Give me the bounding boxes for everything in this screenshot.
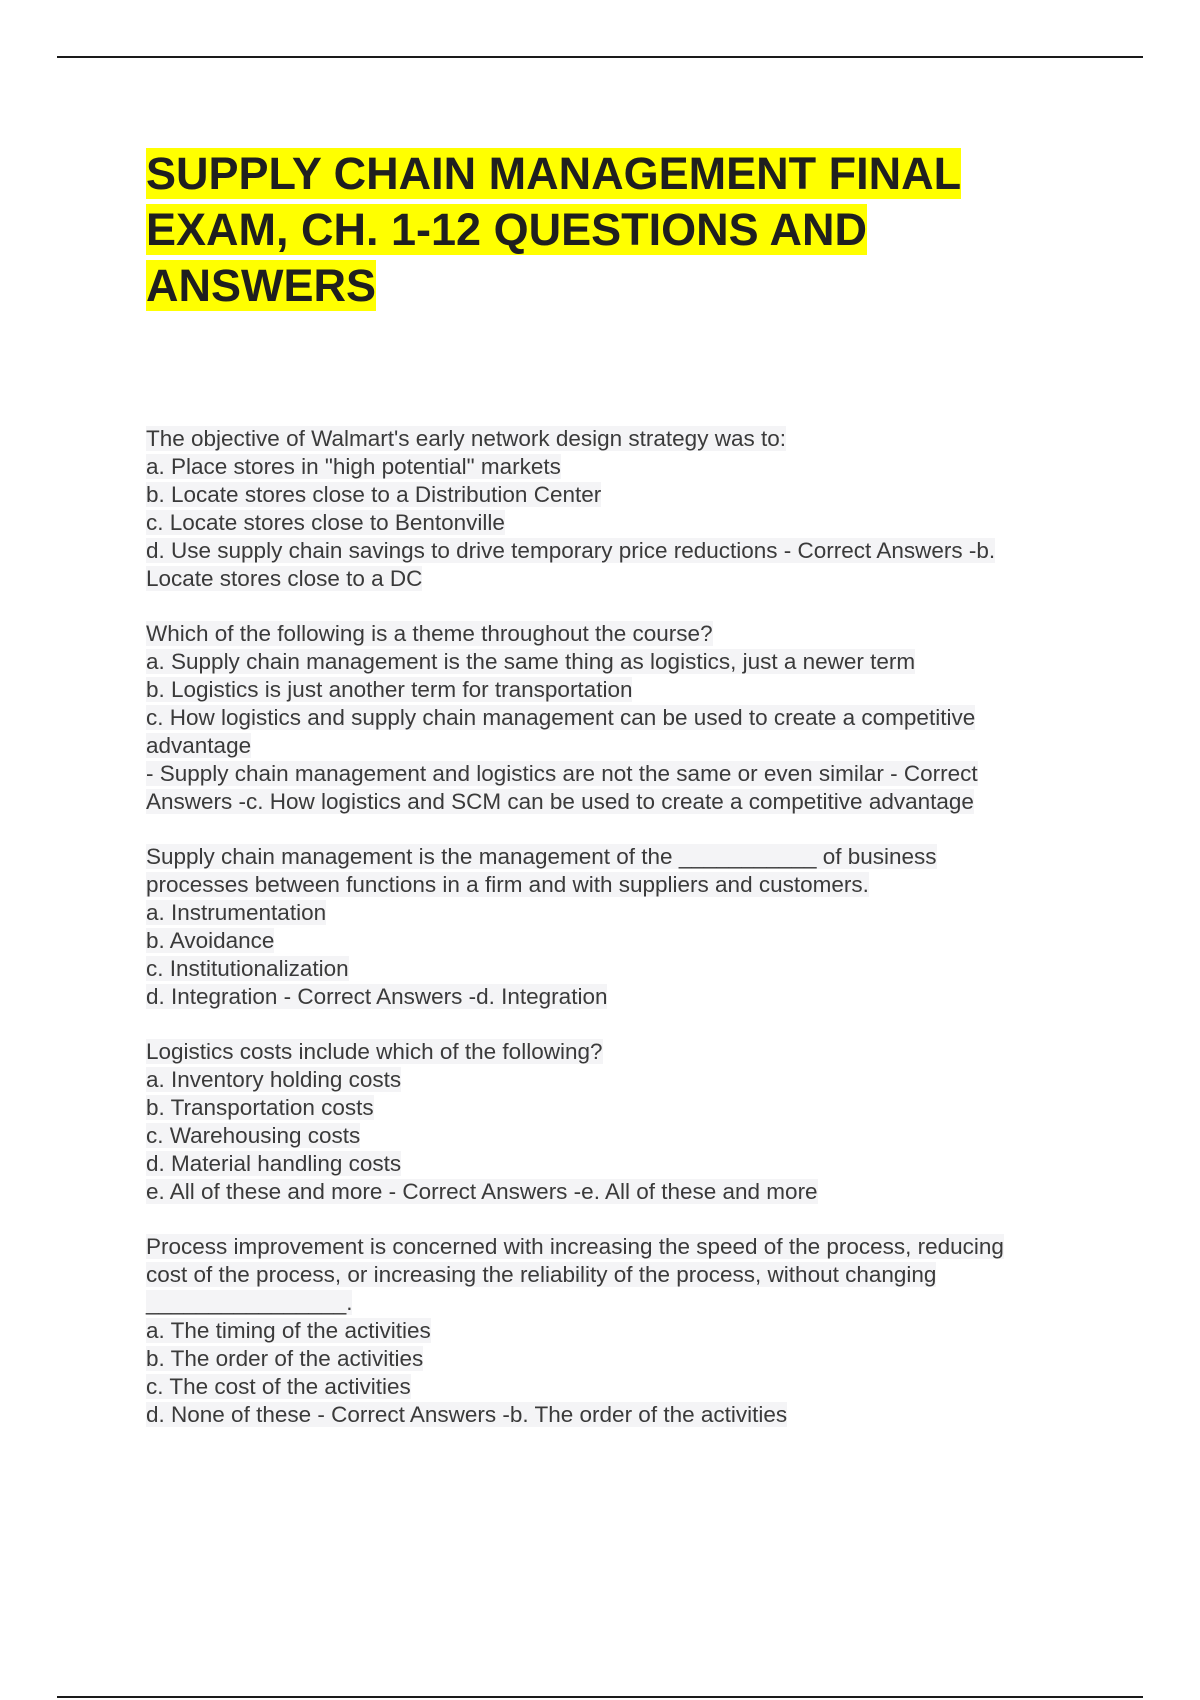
answer-option: c. Locate stores close to Bentonville	[146, 510, 505, 535]
correct-answer-text: Locate stores close to a DC	[146, 566, 423, 591]
question-block	[146, 1038, 1076, 1206]
answer-option: a. Instrumentation	[146, 900, 327, 925]
answer-option: c. Institutionalization	[146, 956, 349, 981]
answer-option: a. Place stores in "high potential" markets	[146, 454, 561, 479]
answer-option: a. Supply chain management is the same thing as logistics, just a newer term	[146, 649, 916, 674]
answer-option: a. Inventory holding costs	[146, 1067, 402, 1092]
question-block	[146, 843, 1076, 1011]
correct-answer-text: Answers -c. How logistics and SCM can be used to create a competitive advantage	[146, 789, 974, 814]
question-text: The objective of Walmart's early network design strategy was to:	[146, 426, 786, 451]
question-text: processes between functions in a firm and with suppliers and customers.	[146, 872, 869, 897]
answer-option: c. The cost of the activities	[146, 1374, 411, 1399]
answer-option: b. Locate stores close to a Distribution Center	[146, 482, 602, 507]
question-text: ________________.	[146, 1290, 353, 1315]
title-line: ANSWERS	[146, 260, 377, 311]
answer-option: b. Logistics is just another term for transportation	[146, 677, 633, 702]
answer-option: a. The timing of the activities	[146, 1318, 431, 1343]
answer-option: c. How logistics and supply chain management can be used to create a competitive	[146, 705, 976, 730]
question-list	[146, 425, 1076, 1456]
question-text: cost of the process, or increasing the reliability of the process, without changing	[146, 1262, 937, 1287]
answer-option: b. The order of the activities	[146, 1346, 424, 1371]
top-divider	[57, 56, 1143, 58]
question-text: Process improvement is concerned with increasing the speed of the process, reducing	[146, 1234, 1004, 1259]
answer-option: e. All of these and more - Correct Answers -e. All of these and more	[146, 1179, 818, 1204]
question-block	[146, 425, 1076, 593]
answer-option: d. None of these - Correct Answers -b. The order of the activities	[146, 1402, 788, 1427]
answer-option: d. Material handling costs	[146, 1151, 402, 1176]
title-line: SUPPLY CHAIN MANAGEMENT FINAL	[146, 148, 962, 199]
answer-option: b. Avoidance	[146, 928, 275, 953]
question-block	[146, 620, 1076, 816]
answer-option: c. Warehousing costs	[146, 1123, 361, 1148]
answer-option: - Supply chain management and logistics are not the same or even similar - Correct	[146, 761, 978, 786]
title-line: EXAM, CH. 1-12 QUESTIONS AND	[146, 204, 867, 255]
bottom-divider	[57, 1696, 1143, 1698]
answer-option: b. Transportation costs	[146, 1095, 374, 1120]
question-block	[146, 1233, 1076, 1429]
answer-option: d. Use supply chain savings to drive temporary price reductions - Correct Answers -b.	[146, 538, 996, 563]
answer-option: d. Integration - Correct Answers -d. Integration	[146, 984, 608, 1009]
answer-option: advantage	[146, 733, 252, 758]
question-text: Which of the following is a theme throughout the course?	[146, 621, 713, 646]
question-text: Supply chain management is the management of the ___________ of business	[146, 844, 937, 869]
question-text: Logistics costs include which of the following?	[146, 1039, 603, 1064]
document-title	[146, 146, 1046, 314]
